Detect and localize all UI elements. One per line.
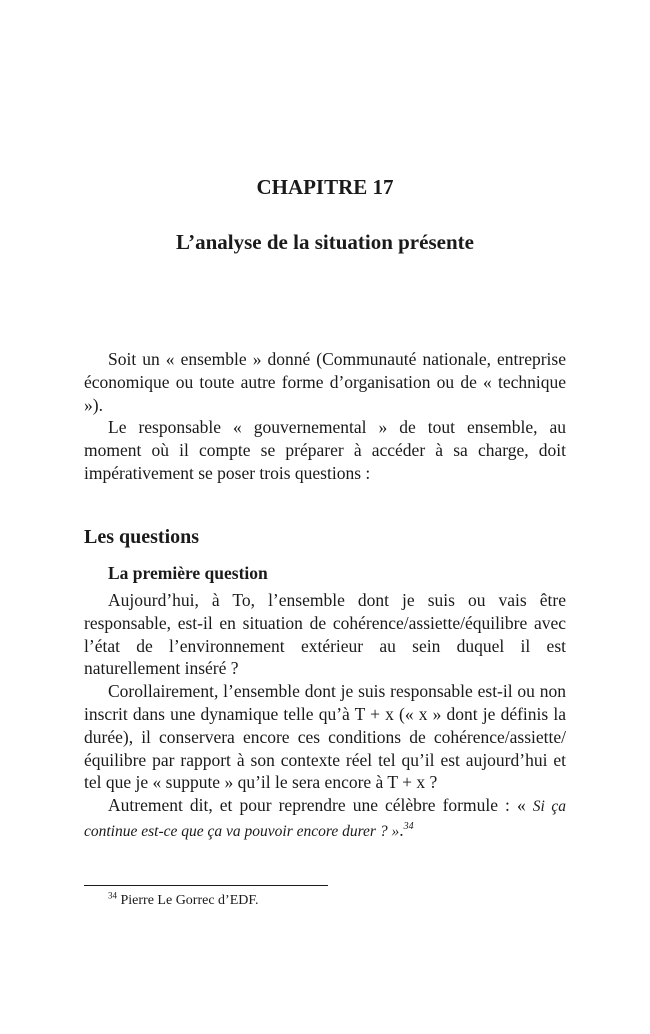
- footnote: [84, 890, 259, 909]
- subsection-heading: La première question: [108, 563, 268, 583]
- question-paragraph: [84, 794, 566, 844]
- footnote-reference[interactable]: 34: [403, 821, 414, 833]
- footnote-divider: [84, 885, 328, 886]
- questions-text: [84, 589, 566, 844]
- intro-text: [84, 348, 566, 485]
- chapter-number: CHAPITRE 17: [256, 175, 394, 199]
- footnote-number: 34: [108, 890, 117, 901]
- question-paragraph: Aujourd’hui, à To, l’ensemble dont je suis ou vais être responsable, est-il en situation de cohérence/assiette/équilibre avec l’état de l’environnement extérieur au sein duquel il est naturellement inséré ?: [84, 590, 566, 679]
- intro-paragraph: Le responsable « gouvernemental » de tout ensemble, au moment où il compte se préparer à accéder à sa charge, doit impérativement se poser trois questions :: [84, 417, 566, 483]
- question-paragraph: Corollairement, l’ensemble dont je suis responsable est-il ou non inscrit dans une dynamique telle qu’à T + x (« x » dont je définis la durée), il conservera encore ces conditions de cohérence/assiette/équilibre par rapport à son contexte réel tel qu’il est aujourd’hui et tel que je « suppute » qu’il le sera encore à T + x ?: [84, 681, 566, 793]
- famous-quote: Si ça continue est-ce que ça va pouvoir encore durer ? »: [84, 798, 567, 840]
- footnote-text: Pierre Le Gorrec d’EDF.: [117, 893, 259, 908]
- intro-paragraph: Soit un « ensemble » donné (Communauté nationale, entreprise économique ou toute autre forme d’organisation ou de « technique »).: [84, 349, 566, 415]
- paragraph-tail: .: [399, 819, 404, 840]
- paragraph-lead: Autrement dit, et pour reprendre une célèbre formule : «: [108, 795, 533, 816]
- section-heading: Les questions: [84, 526, 200, 548]
- chapter-title: L’analyse de la situation présente: [176, 230, 474, 254]
